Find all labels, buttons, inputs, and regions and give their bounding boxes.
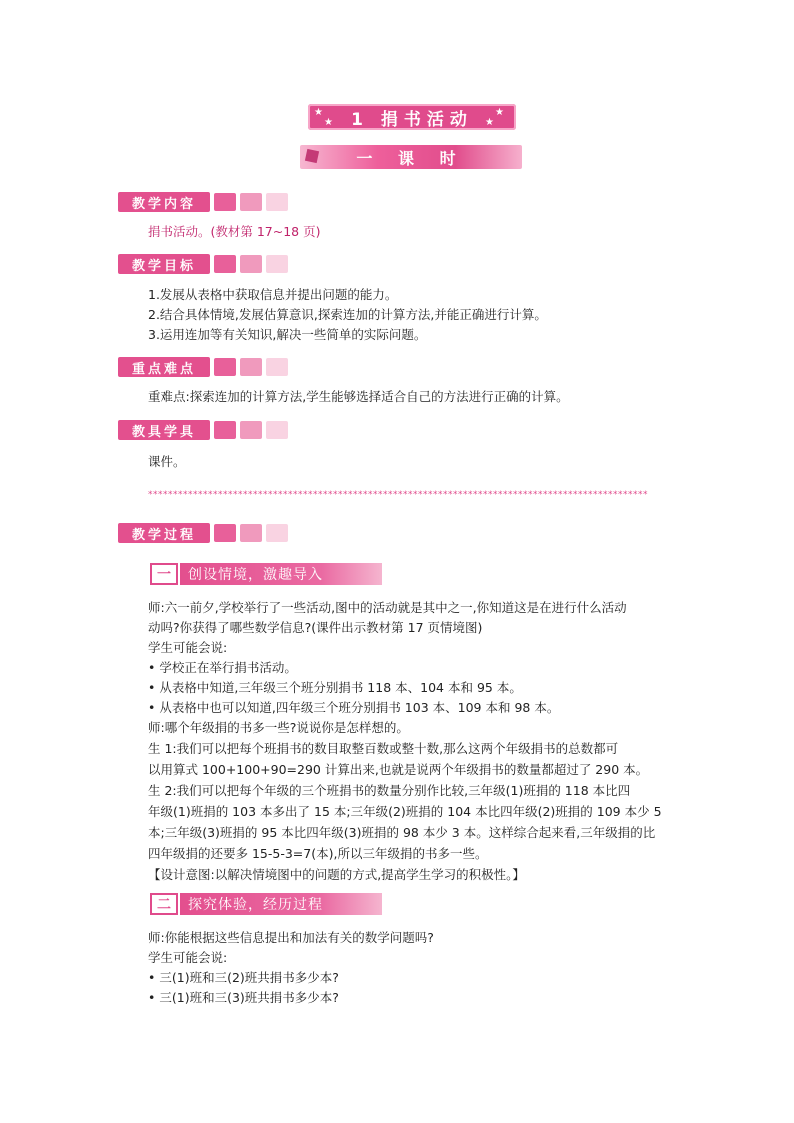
goal-item: 3.运用连加等有关知识,解决一些简单的实际问题。 [148, 327, 427, 342]
lesson-subtitle: 一 课 时 [356, 148, 466, 168]
design-intent: 【设计意图:以解决情境图中的问题的方式,提高学生学习的积极性。】 [148, 867, 525, 882]
section-label: 教学内容 [118, 192, 210, 212]
star-divider: **************************************************************************************************** [148, 490, 648, 500]
paragraph-line: 四年级捐的还要多 15-5-3=7(本),所以三年级捐的书多一些。 [148, 846, 488, 861]
step-number: 二 [150, 893, 178, 915]
lesson-title: 1 捐书活动 [351, 109, 473, 130]
paragraph-line: 动吗?你获得了哪些数学信息?(课件出示教材第 17 页情境图) [148, 620, 483, 635]
square-icon [240, 524, 262, 542]
paragraph-line: 生 1:我们可以把每个班捐书的数目取整百数或整十数,那么这两个年级捐书的总数都可 [148, 741, 619, 756]
square-icon [240, 358, 262, 376]
square-icon [214, 524, 236, 542]
star-icon: ★ [324, 117, 339, 128]
list-item: • 三(1)班和三(3)班共捐书多少本? [148, 988, 339, 1008]
tools-text: 课件。 [148, 454, 186, 469]
paragraph-line: 师:六一前夕,学校举行了一些活动,图中的活动就是其中之一,你知道这是在进行什么活动 [148, 600, 627, 615]
paragraph-line: 以用算式 100+100+90=290 计算出来,也就是说两个年级捐书的数量都超过了 290 本。 [148, 762, 649, 777]
section-header-goals [118, 254, 288, 274]
paragraph-line: 学生可能会说: [148, 950, 228, 965]
section-header-tools [118, 420, 288, 440]
square-icon [214, 421, 236, 439]
step-header [150, 563, 382, 585]
square-icon [214, 358, 236, 376]
square-icon [266, 255, 288, 273]
keypoints-text: 重难点:探索连加的计算方法,学生能够选择适合自己的方法进行正确的计算。 [148, 389, 569, 404]
square-icon [266, 358, 288, 376]
lesson-title-banner [308, 104, 516, 130]
square-icon [214, 193, 236, 211]
list-item: • 学校正在举行捐书活动。 [148, 658, 297, 678]
step-header [150, 893, 382, 915]
section-header-content [118, 192, 288, 212]
step-number: 一 [150, 563, 178, 585]
section-label: 教学目标 [118, 254, 210, 274]
section-label: 重点难点 [118, 357, 210, 377]
square-icon [240, 193, 262, 211]
square-icon [305, 149, 319, 163]
goal-item: 2.结合具体情境,发展估算意识,探索连加的计算方法,并能正确进行计算。 [148, 307, 547, 322]
section-label: 教具学具 [118, 420, 210, 440]
star-icon: ★ [485, 117, 500, 128]
paragraph-line: 师:你能根据这些信息提出和加法有关的数学问题吗? [148, 930, 434, 945]
square-icon [266, 524, 288, 542]
star-icon: ★ [495, 107, 510, 118]
content-text: 捐书活动。(教材第 17~18 页) [148, 224, 321, 239]
paragraph-line: 年级(1)班捐的 103 本多出了 15 本;三年级(2)班捐的 104 本比四年级(2)班捐的 109 本少 5 [148, 804, 662, 819]
list-item: • 三(1)班和三(2)班共捐书多少本? [148, 968, 339, 988]
step-title: 探究体验，经历过程 [180, 893, 382, 915]
square-icon [240, 421, 262, 439]
step-title: 创设情境，激趣导入 [180, 563, 382, 585]
goal-item: 1.发展从表格中获取信息并提出问题的能力。 [148, 287, 398, 302]
square-icon [240, 255, 262, 273]
paragraph-line: 本;三年级(3)班捐的 95 本比四年级(3)班捐的 98 本少 3 本。这样综合起来看,三年级捐的比 [148, 825, 656, 840]
square-icon [214, 255, 236, 273]
square-icon [266, 193, 288, 211]
list-item: • 从表格中也可以知道,四年级三个班分别捐书 103 本、109 本和 98 本。 [148, 698, 559, 718]
list-item: • 从表格中知道,三年级三个班分别捐书 118 本、104 本和 95 本。 [148, 678, 522, 698]
paragraph-line: 生 2:我们可以把每个年级的三个班捐书的数量分别作比较,三年级(1)班捐的 118 本比四 [148, 783, 631, 798]
square-icon [266, 421, 288, 439]
lesson-subtitle-banner [300, 145, 522, 169]
paragraph-line: 师:哪个年级捐的书多一些?说说你是怎样想的。 [148, 720, 409, 735]
section-header-keypoints [118, 357, 288, 377]
paragraph-line: 学生可能会说: [148, 640, 228, 655]
section-label: 教学过程 [118, 523, 210, 543]
star-icon: ★ [314, 107, 329, 118]
section-header-process [118, 523, 288, 543]
